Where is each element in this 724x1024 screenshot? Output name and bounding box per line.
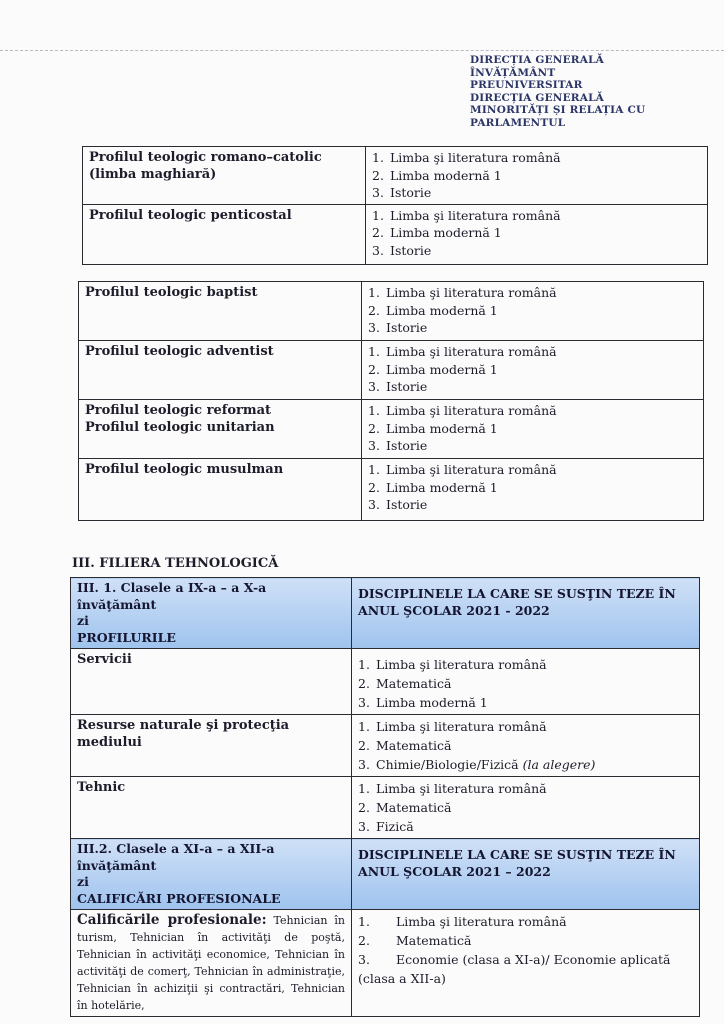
list-item: 2. Limba modernă 1 xyxy=(368,420,498,436)
list-item: 1. Limba şi literatura română xyxy=(358,914,567,929)
table-row xyxy=(79,459,704,521)
profile-label: Resurse naturale şi protecţia mediului xyxy=(71,715,352,777)
list-item: 1. Limba şi literatura română xyxy=(368,462,557,477)
profile-label: Profilul teologic romano–catolic (limba maghiară) xyxy=(83,147,366,205)
list-item: 3. Istorie xyxy=(368,320,428,335)
list-item: 2. Matematică xyxy=(358,676,452,691)
theology-table-2 xyxy=(78,281,704,521)
table-row xyxy=(71,777,700,839)
list-item: 2. Limba modernă 1 xyxy=(368,361,498,377)
header-line: DIRECȚIA GENERALĂ xyxy=(470,54,605,66)
list-item: 2. Matematică xyxy=(358,800,452,815)
profile-label: Profilul teologic musulman xyxy=(79,459,362,521)
subject-list-cell xyxy=(362,341,704,400)
theology-table-1 xyxy=(82,146,708,265)
table-row xyxy=(79,400,704,459)
list-item: 3. Economie (clasa a XI-a)/ Economie aplicată (clasa a XII-a) xyxy=(358,952,671,986)
profile-label: Tehnic xyxy=(71,777,352,839)
profile-label: Profilul teologic baptist xyxy=(79,282,362,341)
top-rule xyxy=(0,50,724,51)
qualification-text: Tehnician în turism, Tehnician în activităţi de poştă, Tehnician în activităţi economice, Tehnician în activităţi de comerţ, Tehnician în administraţie, Tehnician în achiziţii şi contractări, Tehnician în hotelărie, xyxy=(77,914,346,1012)
profile-label: Servicii xyxy=(71,649,352,715)
technological-table xyxy=(70,577,700,1017)
header-right-cell: DISCIPLINELE LA CARE SE SUSŢIN TEZE ÎN ANUL ŞCOLAR 2021 – 2022 xyxy=(352,839,700,910)
header-left-cell: III. 1. Clasele a IX-a – a X-a învăţământ zi PROFILURILE xyxy=(71,578,352,649)
list-item: 1. Limba şi literatura română xyxy=(372,150,561,165)
list-item: 1. Limba şi literatura română xyxy=(368,403,557,418)
list-item: 2. Limba modernă 1 xyxy=(368,479,498,495)
subject-list-cell xyxy=(362,459,704,521)
subject-list-cell xyxy=(352,715,700,777)
table-row xyxy=(79,282,704,341)
table-header-row xyxy=(71,578,700,649)
table-row xyxy=(71,715,700,777)
table-row xyxy=(79,341,704,400)
list-item: 3. Istorie xyxy=(368,497,428,512)
list-item: 3. Limba modernă 1 xyxy=(358,695,488,710)
table-row xyxy=(71,910,700,1017)
profile-label xyxy=(79,400,362,459)
list-item: 3. Istorie xyxy=(368,379,428,394)
list-item: 3. Istorie xyxy=(372,185,432,200)
list-item: 1. Limba şi literatura română xyxy=(358,781,547,796)
list-item: 1. Limba şi literatura română xyxy=(372,207,561,223)
subject-list-cell xyxy=(362,400,704,459)
header-line: PREUNIVERSITAR xyxy=(470,79,583,92)
list-item: 2. Limba modernă 1 xyxy=(372,225,502,240)
table-header-row xyxy=(71,839,700,910)
profile-label-line: Profilul teologic unitarian xyxy=(85,420,275,435)
list-item: 3. Istorie xyxy=(372,242,432,258)
qualification-title: Calificările profesionale: xyxy=(77,912,267,928)
list-item: 2. Matematică xyxy=(358,738,452,753)
qualification-label xyxy=(71,910,352,1017)
list-item: 1. Limba şi literatura română xyxy=(358,657,547,672)
subject-list-cell xyxy=(366,204,708,264)
header-left-cell: III.2. Clasele a XI-a – a XII-a învăţământ zi CALIFICĂRI PROFESIONALE xyxy=(71,839,352,910)
table-row xyxy=(83,147,708,205)
list-item: 2. Limba modernă 1 xyxy=(372,167,502,183)
list-item: 3. Chimie/Biologie/Fizică (la alegere) xyxy=(358,757,596,772)
list-item: 3. Fizică xyxy=(358,819,414,834)
list-item: 1. Limba şi literatura română xyxy=(368,344,557,359)
ministry-header xyxy=(470,54,720,130)
section-title: III. FILIERA TEHNOLOGICĂ xyxy=(72,556,279,571)
header-line: ÎNVĂȚĂMÂNT xyxy=(470,66,556,79)
table-row xyxy=(71,649,700,715)
subject-list-cell xyxy=(366,147,708,205)
list-item: 3. Istorie xyxy=(368,438,428,453)
subject-list-cell xyxy=(352,910,700,1017)
list-item: 1. Limba şi literatura română xyxy=(358,719,547,734)
note-text: (la alegere) xyxy=(522,757,596,772)
header-line: DIRECȚIA GENERALĂ xyxy=(470,91,605,104)
table-row xyxy=(83,204,708,264)
subject-list-cell xyxy=(362,282,704,341)
header-line: PARLAMENTUL xyxy=(470,116,566,129)
header-right-cell: DISCIPLINELE LA CARE SE SUSŢIN TEZE ÎN ANUL ŞCOLAR 2021 - 2022 xyxy=(352,578,700,649)
profile-label-line: Profilul teologic reformat xyxy=(85,403,272,418)
subject-list-cell xyxy=(352,777,700,839)
list-item: 2. Limba modernă 1 xyxy=(368,302,498,318)
profile-label: Profilul teologic adventist xyxy=(79,341,362,400)
subject-list-cell xyxy=(352,649,700,715)
header-line: MINORITĂȚI ȘI RELAȚIA CU xyxy=(470,104,646,117)
profile-label: Profilul teologic penticostal xyxy=(83,204,366,264)
list-item: 1. Limba şi literatura română xyxy=(368,285,557,300)
list-item: 2. Matematică xyxy=(358,933,472,948)
